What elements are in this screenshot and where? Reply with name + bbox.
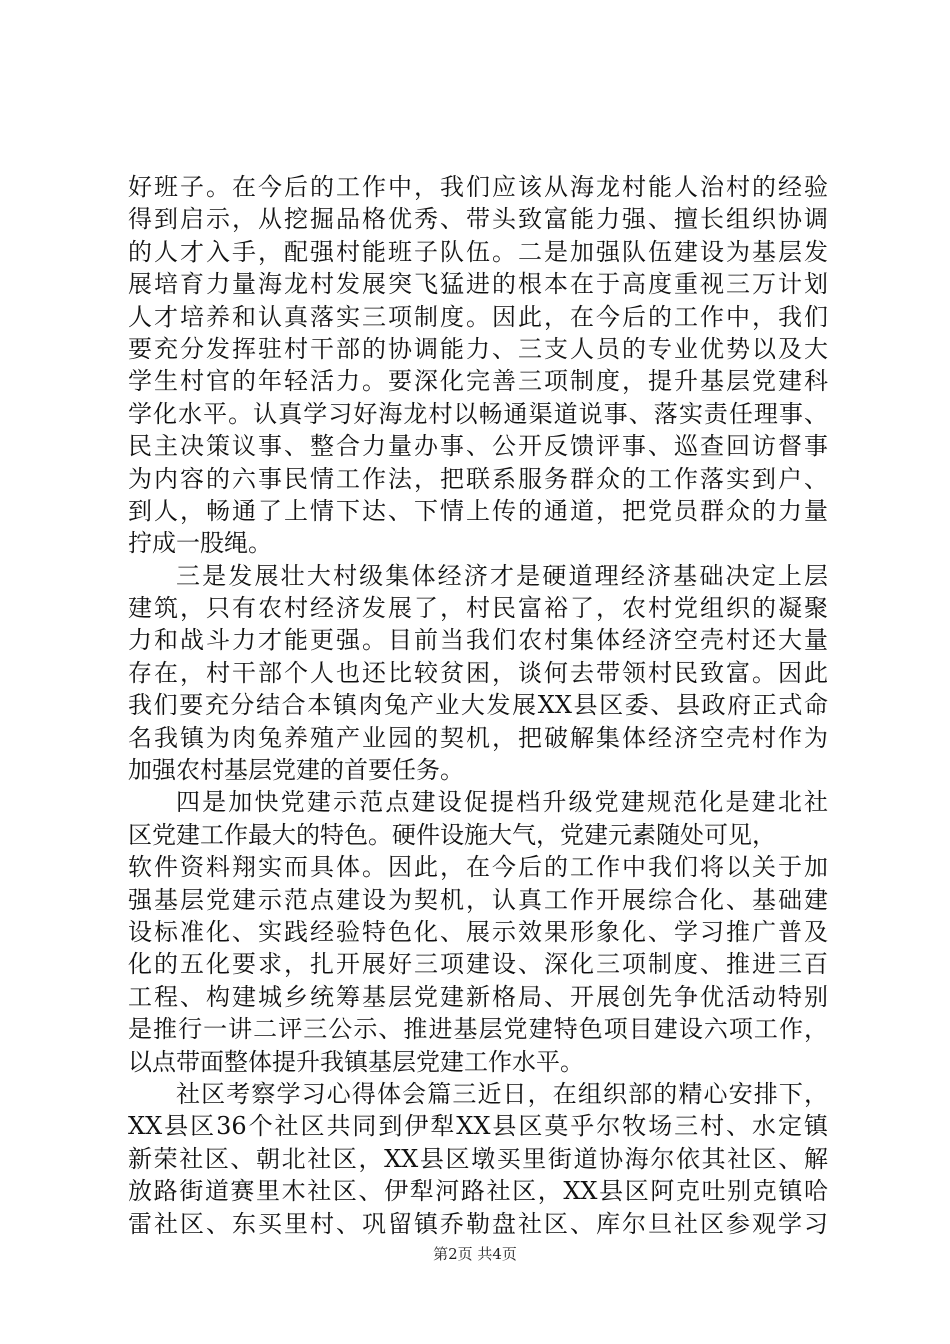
text-line: 好班子。在今后的工作中，我们应该从海龙村能人治村的经验 xyxy=(128,173,828,201)
document-body xyxy=(128,171,828,1240)
text-line: 四是加快党建示范点建设促提档升级党建规范化是建北社 xyxy=(176,788,828,817)
text-line: 得到启示，从挖掘品格优秀、带头致富能力强、擅长组织协调 xyxy=(128,205,828,234)
text-line: 放路街道赛里木社区、伊犁河路社区，XX县区阿克吐别克镇哈 xyxy=(128,1177,828,1206)
text-line: 强基层党建示范点建设为契机，认真工作开展综合化、基础建 xyxy=(128,885,828,914)
text-line: 我们要充分结合本镇肉兔产业大发展XX县区委、县政府正式命 xyxy=(128,691,828,720)
text-line: 要充分发挥驻村干部的协调能力、三支人员的专业优势以及大 xyxy=(128,334,828,363)
text-line: 民主决策议事、整合力量办事、公开反馈评事、巡查回访督事 xyxy=(128,432,828,461)
text-line: 人才培养和认真落实三项制度。因此，在今后的工作中，我们 xyxy=(128,302,828,331)
text-line: 学化水平。认真学习好海龙村以畅通渠道说事、落实责任理事、 xyxy=(128,399,828,428)
text-line: 工程、构建城乡统筹基层党建新格局、开展创先争优活动特别 xyxy=(128,982,828,1011)
text-line: 建筑，只有农村经济发展了，村民富裕了，农村党组织的凝聚 xyxy=(128,594,828,623)
text-line: 展培育力量海龙村发展突飞猛进的根本在于高度重视三万计划 xyxy=(128,270,828,299)
text-line: 力和战斗力才能更强。目前当我们农村集体经济空壳村还大量 xyxy=(128,626,828,655)
text-line: 社区考察学习心得体会篇三近日，在组织部的精心安排下， xyxy=(176,1079,828,1108)
text-line: 拧成一股绳。 xyxy=(128,529,272,558)
text-line: 新荣社区、朝北社区，XX县区墩买里街道协海尔依其社区、解 xyxy=(128,1144,828,1173)
text-line: 为内容的六事民情工作法，把联系服务群众的工作落实到户、 xyxy=(128,464,828,493)
text-line: 化的五化要求，扎开展好三项建设、深化三项制度、推进三百 xyxy=(128,950,828,979)
text-line: 软件资料翔实而具体。因此，在今后的工作中我们将以关于加 xyxy=(128,853,828,882)
text-line: 存在，村干部个人也还比较贫困，谈何去带领村民致富。因此 xyxy=(128,658,828,687)
text-line: 到人，畅通了上情下达、下情上传的通道，把党员群众的力量 xyxy=(128,496,828,525)
text-line: 加强农村基层党建的首要任务。 xyxy=(128,756,464,785)
text-line: 学生村官的年轻活力。要深化完善三项制度，提升基层党建科 xyxy=(128,367,828,396)
text-line: 是推行一讲二评三公示、推进基层党建特色项目建设六项工作， xyxy=(128,1015,828,1044)
text-line: 设标准化、实践经验特色化、展示效果形象化、学习推广普及 xyxy=(128,917,828,946)
text-line: XX县区36个社区共同到伊犁XX县区莫乎尔牧场三村、水定镇 xyxy=(128,1112,828,1141)
text-line: 雷社区、东买里村、巩留镇乔勒盘社区、库尔旦社区参观学习 xyxy=(128,1209,828,1238)
text-line: 以点带面整体提升我镇基层党建工作水平。 xyxy=(128,1047,584,1076)
page-number-footer: 第2页 共4页 xyxy=(433,1245,517,1263)
text-line: 区党建工作最大的特色。硬件设施大气，党建元素随处可见， xyxy=(128,820,776,849)
text-line: 三是发展壮大村级集体经济才是硬道理经济基础决定上层 xyxy=(176,561,828,590)
text-line: 名我镇为肉兔养殖产业园的契机，把破解集体经济空壳村作为 xyxy=(128,723,828,752)
text-line: 的人才入手，配强村能班子队伍。二是加强队伍建设为基层发 xyxy=(128,237,828,266)
